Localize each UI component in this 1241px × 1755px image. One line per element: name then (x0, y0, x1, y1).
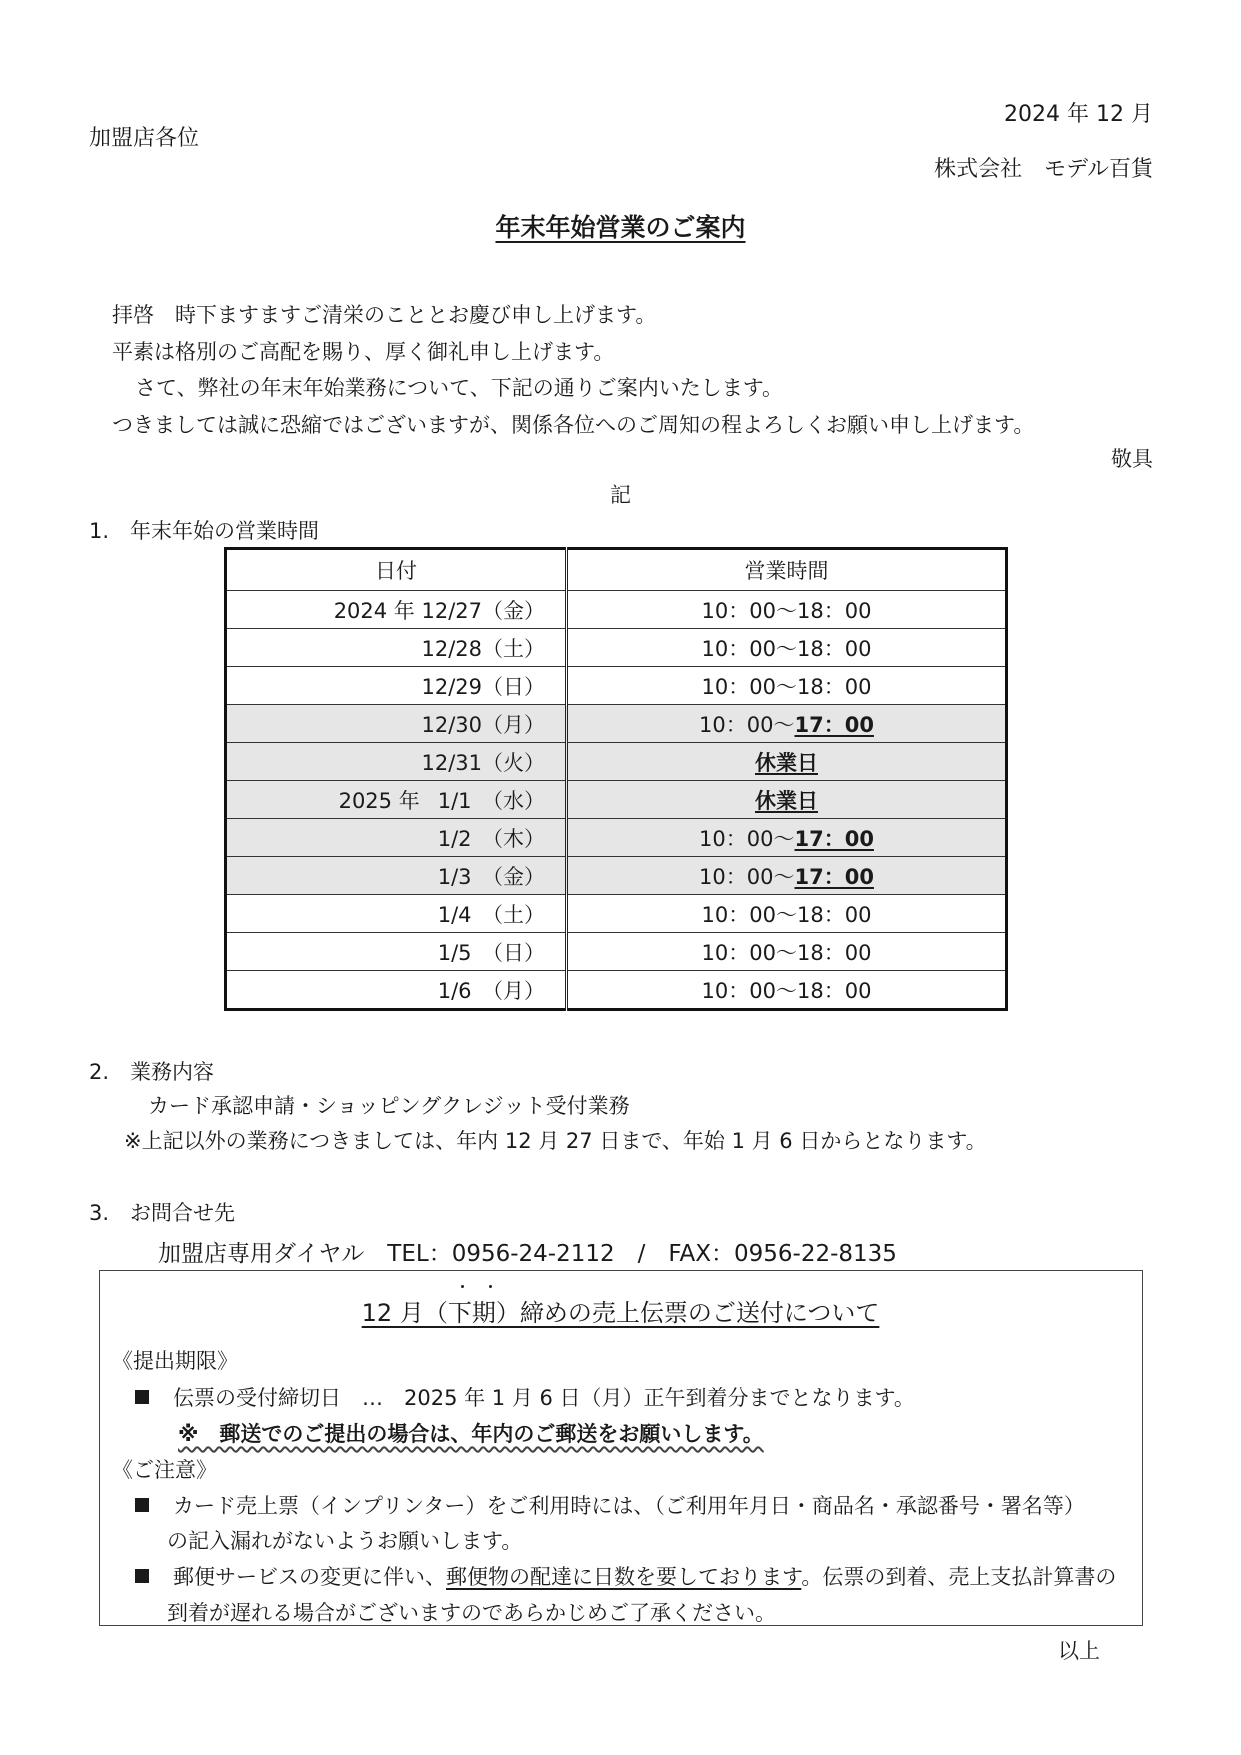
table-row (226, 971, 1007, 1010)
business-hours-table (224, 547, 1008, 1011)
greeting-line-4: つきましては誠に恐縮ではございますが、関係各位へのご周知の程よろしくお願い申し上げます。 (112, 413, 1035, 437)
caution-heading: 《ご注意》 (112, 1458, 217, 1482)
contact-line: 加盟店専用ダイヤル TEL：0956-24-2112 / FAX：0956-22-8135 (158, 1241, 897, 1267)
greeting-line-2: 平素は格別のご高配を賜り、厚く御礼申し上げます。 (112, 340, 615, 364)
row-hours (567, 705, 1007, 743)
caution-text: 。伝票の到着、売上支払計算書の (801, 1565, 1117, 1589)
row-hours (567, 667, 1007, 705)
table-header-row (226, 549, 1007, 591)
hours-text: 10：00～18：00 (701, 674, 872, 699)
section-2-heading: 2. 業務内容 (89, 1060, 215, 1084)
hours-text: 10：00～18：00 (701, 902, 872, 927)
caution-emphasis: 郵便物の配達に日数を要しております (446, 1565, 802, 1589)
row-hours (567, 781, 1007, 819)
row-hours (567, 591, 1007, 629)
table-row (226, 895, 1007, 933)
hours-text: 10：00～18：00 (701, 940, 872, 965)
row-date: 12/30（月） (226, 705, 567, 743)
row-date: 12/29（日） (226, 667, 567, 705)
closed-day-label: 休業日 (755, 750, 818, 775)
row-date: 1/5 （日） (226, 933, 567, 971)
row-date: 2024 年 12/27（金） (226, 591, 567, 629)
caution-bullet-1 (135, 1491, 1085, 1521)
year-prefix: 2025 年 (338, 788, 420, 813)
row-date: 12/28（土） (226, 629, 567, 667)
row-date: 12/31（火） (226, 743, 567, 781)
notice-title (0, 1293, 1241, 1328)
ki-marker: 記 (610, 483, 631, 507)
row-hours (567, 895, 1007, 933)
table-row (226, 743, 1007, 781)
greeting-line-3: さて、弊社の年末年始業務について、下記の通りご案内いたします。 (135, 376, 784, 400)
row-hours (567, 743, 1007, 781)
document-title-text: 年末年始営業のご案内 (495, 213, 746, 242)
document-date: 2024 年 12 月 (1004, 102, 1153, 127)
deadline-bullet (135, 1383, 915, 1413)
section-3-heading: 3. お問合せ先 (89, 1201, 236, 1225)
mail-note-text: ※ 郵送でのご提出の場合は、年内のご郵送をお願いします。 (178, 1422, 764, 1446)
table-row (226, 629, 1007, 667)
section-2-content: カード承認申請・ショッピングクレジット受付業務 (148, 1094, 630, 1118)
row-date: 1/3 （金） (226, 857, 567, 895)
hours-text: 10：00～ (699, 712, 795, 737)
hours-emphasis: 17：00 (794, 826, 874, 851)
section-2-note: ※上記以外の業務につきましては、年内 12 月 27 日まで、年始 1 月 6 日からとなります。 (124, 1129, 987, 1153)
row-hours (567, 629, 1007, 667)
caution-text: 郵便サービスの変更に伴い、 (173, 1565, 446, 1589)
row-hours (567, 819, 1007, 857)
table-row (226, 591, 1007, 629)
hours-text: 10：00～ (699, 864, 795, 889)
table-row (226, 705, 1007, 743)
row-hours (567, 933, 1007, 971)
deadline-text: 伝票の受付締切日 … 2025 年 1 月 6 日（月）正午到着分までとなります。 (173, 1386, 915, 1410)
hours-emphasis: 17：00 (794, 864, 874, 889)
table-row (226, 933, 1007, 971)
caution-bullet-2 (135, 1562, 1116, 1592)
table-row (226, 667, 1007, 705)
row-hours (567, 971, 1007, 1010)
addressee: 加盟店各位 (89, 126, 200, 151)
row-date: 1/2 （木） (226, 819, 567, 857)
document-title (0, 210, 1241, 246)
closed-day-label: 休業日 (755, 788, 818, 813)
end-mark: 以上 (1058, 1639, 1100, 1663)
header-date: 日付 (226, 549, 567, 591)
mail-note (178, 1419, 764, 1449)
emphasis-dot (461, 1285, 464, 1288)
row-date: 1/6 （月） (226, 971, 567, 1010)
row-date (226, 781, 567, 819)
square-bullet-icon (135, 1498, 149, 1512)
table-row (226, 819, 1007, 857)
hours-text: 10：00～18：00 (701, 978, 872, 1003)
row-hours (567, 857, 1007, 895)
date-text: 1/1 （水） (437, 788, 545, 813)
hours-text: 10：00～18：00 (701, 636, 872, 661)
square-bullet-icon (135, 1569, 149, 1583)
notice-title-text: 12 月（下期）締めの売上伝票のご送付について (361, 1299, 880, 1327)
square-bullet-icon (135, 1390, 149, 1404)
header-hours: 営業時間 (567, 549, 1007, 591)
caution-text: カード売上票（インプリンター）をご利用時には、（ご利用年月日・商品名・承認番号・署名等） (173, 1494, 1085, 1518)
section-1-heading: 1. 年末年始の営業時間 (89, 519, 320, 543)
greeting-line-1: 拝啓 時下ますますご清栄のこととお慶び申し上げます。 (112, 303, 657, 327)
submission-deadline-heading: 《提出期限》 (112, 1349, 238, 1373)
caution-bullet-1-cont: の記入漏れがないようお願いします。 (167, 1529, 523, 1553)
table-row (226, 857, 1007, 895)
table-row (226, 781, 1007, 819)
hours-text: 10：00～18：00 (701, 598, 872, 623)
emphasis-dot (489, 1285, 492, 1288)
row-date: 1/4 （土） (226, 895, 567, 933)
sender-company: 株式会社 モデル百貨 (934, 157, 1153, 182)
closing-word: 敬具 (1111, 447, 1153, 471)
hours-text: 10：00～ (699, 826, 795, 851)
caution-bullet-2-cont: 到着が遅れる場合がございますのであらかじめご了承ください。 (167, 1601, 776, 1625)
hours-emphasis: 17：00 (794, 712, 874, 737)
